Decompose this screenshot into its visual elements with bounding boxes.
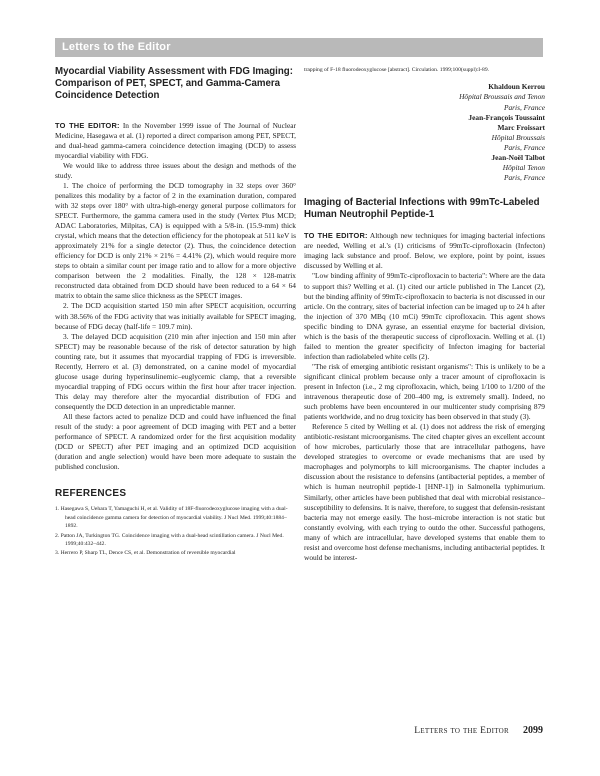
letter-title-1: Myocardial Viability Assessment with FDG Imaging: Comparison of PET, SPECT, and Gamma-Camera Coincidence Detection xyxy=(55,66,293,102)
signatory-affiliation: Paris, France xyxy=(503,142,545,152)
paragraph: "Low binding affinity of 99mTc-ciprofloxacin to bacteria": Where are the data to support this? Welling et al. (1) cited our article published in The Lancet (2), but the binding affinity of 99mTc-ciprofloxacin to bacteria is not discussed in our article. On the contrary, sites of bacterial infection can be imaged up to 24 h after the injection of 370 MBq (10 mCi) 99mTc ciprofloxacin. This agent shows specific binding to DNA gyrase, an essential enzyme for bacterial division, which is the basis of the therapeutic success of ciprofloxacin. Welling et al. (1) failed to mention the greater specificity of Infecton imaging for bacterial infection than radiolabeled white cells (2). xyxy=(304,271,545,361)
signatory-affiliation: Paris, France xyxy=(503,172,545,182)
signatory-name: Jean-François Toussaint xyxy=(468,112,545,122)
left-column xyxy=(55,66,296,559)
footer-label: Letters to the Editor xyxy=(414,726,509,736)
signatory xyxy=(304,123,545,153)
page-number: 2099 xyxy=(523,725,543,736)
page-footer xyxy=(304,725,543,736)
signatory-affiliation: Hôpital Broussais and Tenon xyxy=(459,92,545,102)
signatory-name: Jean-Noël Talbot xyxy=(491,152,545,162)
right-column xyxy=(304,66,545,563)
signatory-affiliation: Paris, France xyxy=(503,102,545,112)
paragraph: 2. The DCD acquisition started 150 min after SPECT acquisition, occurring with 38.56% of the FDG activity that was initially available for SPECT imaging, because of FDG decay (half-life = 109.7 min). xyxy=(55,301,296,331)
signature-block xyxy=(304,82,545,182)
paragraph: Reference 5 cited by Welling et al. (1) does not address the risk of emerging antibiotic-resistant microorganisms. The cited chapter gives an excellent account of how microbes, particularly those that are intracellular pathogens, have developed strategies to overcome or evade mechanisms that are used by macrophages and polymorphs to kill microorganisms. The chapter includes a discussion about the resistance to defensins (antibacterial peptides, a member of which is human neutrophil peptide-1 [HNP-1]) in Salmonella typhimurium. Similarly, other articles have been published that deal with microbial resistance–susceptibility to defensins. It is naive, therefore, to suggest that defensin-resistant bacteria may not emerge easily. The host–microbe interaction is not static but constantly evolving, with each trying to outdo the other. Successful pathogens, many of which are intracellular, have developed systems that enable them to resist and overcome host defense mechanisms, including antibacterial peptides. It would be interest- xyxy=(304,422,545,562)
references-heading: REFERENCES xyxy=(55,488,127,500)
signatory-affiliation: Hôpital Broussais xyxy=(491,132,545,142)
signatory xyxy=(304,113,545,123)
letter-lead: TO THE EDITOR: xyxy=(55,120,120,130)
signatory-affiliation: Hôpital Tenon xyxy=(502,162,545,172)
paragraph: 1. The choice of performing the DCD tomography in 32 steps over 360° penalizes this modality by a factor of 2 in the examination duration, compared with 32 steps over 180° with ultra-high-energy general purpose collimators for SPECT. Furthermore, the gamma camera used in the study (Vertex Plus MCD; ADAC Laboratories, Milpitas, CA) is equipped with a 5/8-in. (15.9-mm) thick crystal, which means that the detection efficiency for the photopeak at 511 keV is approximately 21% for a single detector (2). Thus, the coincidence detection efficiency for DCD is only 21% × 21% = 4.41% (2), which would require more steps to obtain a similar count per image ratio and to allow for a more objective comparison between the 2 modalities. Finally, the 128 × 128-matrix reconstructed data obtained from DCD should have been reduced to a 64 × 64 matrix to obtain the same slice thickness as the SPECT images. xyxy=(55,180,296,301)
paragraph: All these factors acted to penalize DCD and could have influenced the final result of the study: a poor agreement of DCD imaging with PET and a better performance of SPECT. A randomized order for the first acquisition modality (DCD or SPECT) after PET imaging and an optimized DCD acquisition (duration and angle selection) would have been more adequate to sustain the published conclusion. xyxy=(55,411,296,472)
signatory-name: Marc Froissart xyxy=(497,122,545,132)
signatory xyxy=(304,82,545,112)
reference-item: 1. Hasegawa S, Uehara T, Yamaguchi H, et al. Validity of 18F-fluorodeoxyglucose imaging with a dual-head coincidence gamma camera for detection of myocardial viability. J Nucl Med. 1999;40:1884–1892. xyxy=(55,506,288,530)
signatory xyxy=(304,153,545,183)
paragraph: We would like to address three issues about the design and methods of the study. xyxy=(55,160,296,180)
reference-continuation: trapping of F-18 fluorodeoxyglucose [abstract]. Circulation. 1999;100(suppl):I-89. xyxy=(304,67,490,73)
reference-item: 3. Herrero P, Sharp TL, Dence CS, et al. Demonstration of reversible myocardial xyxy=(55,550,236,557)
reference-item: 2. Patton JA, Turkington TG. Coincidence imaging with a dual-head scintillation camera. J Nucl Med. 1999;40:432–442. xyxy=(55,532,284,547)
paragraph: TO THE EDITOR: In the November 1999 issue of The Journal of Nuclear Medicine, Hasegawa et al. (1) reported a direct comparison among PET, SPECT, and dual-head gamma-camera coincidence detection imaging (DCD) to assess myocardial viability with FDG. xyxy=(55,120,296,160)
letter-lead: TO THE EDITOR: xyxy=(304,231,368,241)
paragraph: 3. The delayed DCD acquisition (210 min after injection and 150 min after SPECT) may be reasonable because of the risk of detector saturation by high counting rate, but it assumes that myocardial trapping of FDG is irreversible. Recently, Herrero et al. (3) demonstrated, on a canine model of myocardial glucose usage during hyperinsulinemic–euglycemic clamp, that a reversible myocardial trapping of FDG occurs within the first hour after tracer injection. This delay may therefore alter the myocardial distribution of FDG and consequently the DCD detection in an unpredictable manner. xyxy=(55,331,296,411)
letter-title-2: Imaging of Bacterial Infections with 99mTc-Labeled Human Neutrophil Peptide-1 xyxy=(304,196,540,221)
reference-list xyxy=(55,505,296,557)
section-label: Letters to the Editor xyxy=(62,41,171,53)
section-banner xyxy=(55,38,543,57)
paragraph: TO THE EDITOR: Although new techniques for imaging bacterial infections are needed, Welling et al.'s (1) criticisms of 99mTc-ciprofloxacin (Infecton) imaging lack substance and proof. Below, we explore, point by point, issues discussed by Welling et al. xyxy=(304,231,545,271)
paragraph: "The risk of emerging antibiotic resistant organisms": This is unlikely to be a significant clinical problem because only a tracer amount of ciprofloxacin is present in Infecton (i.e., 2 mg ciprofloxacin, which, being 1/100 to 1/200 of the intravenous therapeutic dose of 200–400 mg, is extremely small). Indeed, no such problems have been encountered in our multicenter study comprising 879 patients worldwide, and no drug toxicity has been observed in that study (3). xyxy=(304,361,545,422)
signatory-name: Khaldoun Kerrou xyxy=(488,82,545,92)
